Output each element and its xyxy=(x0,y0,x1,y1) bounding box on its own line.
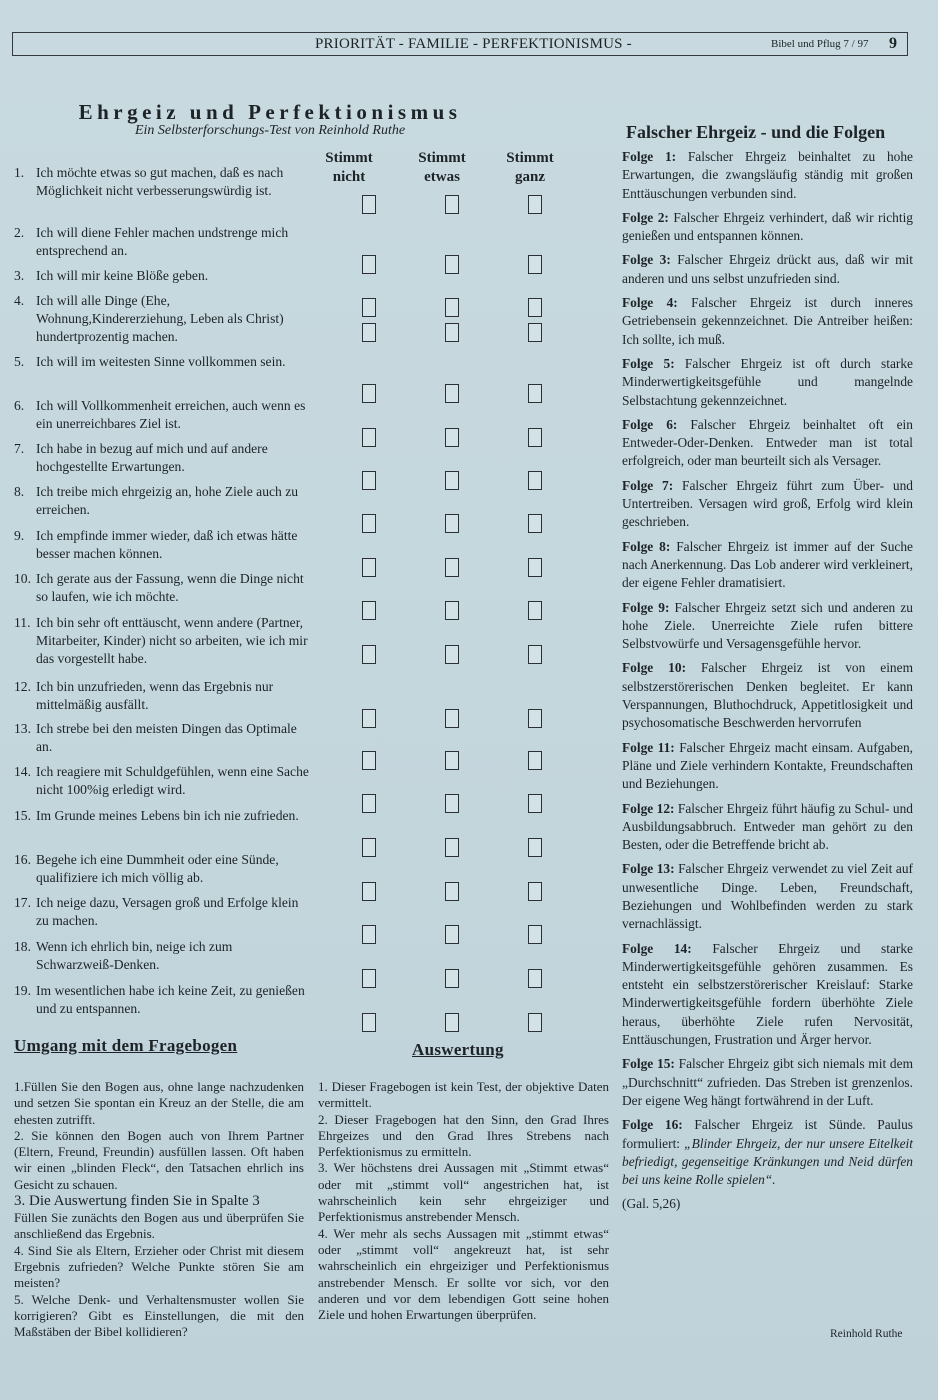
folgen-list xyxy=(622,148,913,1220)
folge-text: Falscher Ehrgeiz ist oft durch starke Minderwertigkeitsgefühle und mangelnde Selbstachtung gekennzeichnet. xyxy=(622,355,913,408)
question-number: 18. xyxy=(14,939,31,954)
question-text: Ich empfinde immer wieder, daß ich etwas hätte besser machen können. xyxy=(36,528,298,561)
question-item xyxy=(14,483,309,519)
question-text: Im Grunde meines Lebens bin ich nie zufrieden. xyxy=(36,808,299,823)
question-number: 15. xyxy=(14,808,31,823)
umgang-item: Füllen Sie zunächts den Bogen aus und überprüfen Sie anschließend das Ergebnis. xyxy=(14,1210,304,1242)
checkbox-stimmt-etwas[interactable] xyxy=(445,558,459,577)
question-number: 8. xyxy=(14,484,25,499)
question-item xyxy=(14,763,309,799)
question-item xyxy=(14,440,309,476)
question-text: Begehe ich eine Dummheit oder eine Sünde, qualifiziere ich mich völlig ab. xyxy=(36,852,279,885)
checkbox-stimmt-nicht[interactable] xyxy=(362,428,376,447)
auswertung-item: 3. Wer höchstens drei Aussagen mit „Stimmt etwas“ oder mit „stimmt voll“ angestrichen hat, ist wahrscheinlich kein sehr ehrgeiziger und Perfektionismus anstrebender Mensch. xyxy=(318,1160,609,1225)
question-item xyxy=(14,938,309,974)
folge-item xyxy=(622,251,913,288)
checkbox-stimmt-etwas[interactable] xyxy=(445,751,459,770)
folge-label: Folge 4: xyxy=(622,295,678,311)
folge-item xyxy=(622,739,913,794)
checkbox-stimmt-nicht[interactable] xyxy=(362,298,376,317)
question-text: Ich will diene Fehler machen undstrenge mich entsprechend an. xyxy=(36,225,289,258)
folge-text: Falscher Ehrgeiz verhindert, daß wir richtig genießen und entspannen können. xyxy=(622,209,913,244)
auswertung-heading: Auswertung xyxy=(412,1040,504,1059)
checkbox-stimmt-ganz[interactable] xyxy=(528,838,542,857)
folge-item xyxy=(622,355,913,410)
folge-text: Falscher Ehrgeiz gibt sich niemals mit dem „Durchschnitt“ zufrieden. Das Streben ist grenzenlos. Der eigene Weg hängt fortwährend in der Luft. xyxy=(622,1056,913,1108)
folge-item xyxy=(622,209,913,246)
checkbox-stimmt-ganz[interactable] xyxy=(528,195,542,214)
checkbox-stimmt-nicht[interactable] xyxy=(362,384,376,403)
question-item xyxy=(14,353,309,371)
umgang-heading: Umgang mit dem Fragebogen xyxy=(14,1036,238,1055)
folge-label: Folge 15: xyxy=(622,1056,675,1072)
question-item xyxy=(14,224,309,260)
checkbox-stimmt-nicht[interactable] xyxy=(362,925,376,944)
checkbox-stimmt-ganz[interactable] xyxy=(528,969,542,988)
checkbox-stimmt-nicht[interactable] xyxy=(362,1013,376,1032)
folge-item xyxy=(622,1116,913,1189)
folge-text: Falscher Ehrgeiz ist immer auf der Suche nach Anerkennung. Das Lob anderer wird verkleinert, der eigene Fehler dramatisiert. xyxy=(622,538,913,591)
checkbox-stimmt-ganz[interactable] xyxy=(528,645,542,664)
article-title: Ehrgeiz und Perfektionismus xyxy=(78,100,462,124)
checkbox-stimmt-etwas[interactable] xyxy=(445,471,459,490)
checkbox-stimmt-nicht[interactable] xyxy=(362,645,376,664)
question-item xyxy=(14,807,309,825)
auswertung-text xyxy=(318,1079,609,1323)
auswertung-item: 4. Wer mehr als sechs Aussagen mit „stimmt etwas“ oder „stimmt voll“ angekreuzt hat, ist sehr wahrscheinlich ein ehrgeiziger und Perfektionismus anstrebender Mensch. Er sollte vor sich, vor den anderen und vor dem lebendigen Gott seine hohen Ziele und hohen Erwartungen überprüfen. xyxy=(318,1225,609,1323)
checkbox-stimmt-nicht[interactable] xyxy=(362,882,376,901)
checkbox-stimmt-ganz[interactable] xyxy=(528,709,542,728)
folge-text: Falscher Ehrgeiz führt häufig zu Schul- und Ausbildungsabbruch. Entweder man gehört zu den Besten, oder die Betreffende bricht ab. xyxy=(622,800,913,853)
column-header-stimmt-etwas: Stimmt etwas xyxy=(418,150,466,185)
question-item xyxy=(14,397,309,433)
folge-text: Falscher Ehrgeiz ist durch inneres Getriebensein gekennzeichnet. Die Antreiber heißen: Ich sollte, ich muß. xyxy=(622,295,913,347)
question-item xyxy=(14,614,309,668)
folge-label: Folge 1: xyxy=(622,149,677,164)
checkbox-stimmt-nicht[interactable] xyxy=(362,601,376,620)
checkbox-stimmt-nicht[interactable] xyxy=(362,514,376,533)
question-item xyxy=(14,164,309,200)
checkbox-stimmt-ganz[interactable] xyxy=(528,601,542,620)
checkbox-stimmt-etwas[interactable] xyxy=(445,794,459,813)
question-number: 6. xyxy=(14,398,25,413)
question-text: Ich neige dazu, Versagen groß und Erfolge klein zu machen. xyxy=(36,895,299,928)
checkbox-stimmt-ganz[interactable] xyxy=(528,1013,542,1032)
question-number: 12. xyxy=(14,679,31,694)
question-number: 5. xyxy=(14,354,25,369)
question-item xyxy=(14,720,309,756)
question-number: 3. xyxy=(14,268,25,283)
checkbox-stimmt-nicht[interactable] xyxy=(362,969,376,988)
folge-label: Folge 9: xyxy=(622,599,670,615)
folge-item xyxy=(622,1055,913,1110)
folge-label: Folge 14: xyxy=(622,940,692,956)
checkbox-stimmt-etwas[interactable] xyxy=(445,882,459,901)
question-text: Ich treibe mich ehrgeizig an, hohe Ziele auch zu erreichen. xyxy=(36,484,299,517)
checkbox-stimmt-nicht[interactable] xyxy=(362,751,376,770)
umgang-text xyxy=(14,1079,304,1340)
checkbox-stimmt-etwas[interactable] xyxy=(445,323,459,342)
folge-label: Folge 13: xyxy=(622,861,675,877)
journal-issue: Bibel und Pflug 7 / 97 xyxy=(771,38,869,50)
question-number: 19. xyxy=(14,983,31,998)
folgen-heading: Falscher Ehrgeiz - und die Folgen xyxy=(626,122,886,142)
question-number: 17. xyxy=(14,895,31,910)
folge-item xyxy=(622,416,913,471)
checkbox-stimmt-etwas[interactable] xyxy=(445,195,459,214)
question-number: 11. xyxy=(14,615,31,630)
checkbox-stimmt-ganz[interactable] xyxy=(528,794,542,813)
question-item xyxy=(14,292,309,346)
question-text: Ich habe in bezug auf mich und auf andere hochgestellte Erwartungen. xyxy=(36,441,268,474)
question-number: 7. xyxy=(14,441,25,456)
question-number: 2. xyxy=(14,225,25,240)
folge-label: Folge 5: xyxy=(622,355,675,371)
checkbox-stimmt-etwas[interactable] xyxy=(445,709,459,728)
folge-label: Folge 7: xyxy=(622,477,674,493)
checkbox-stimmt-ganz[interactable] xyxy=(528,428,542,447)
page-number: 9 xyxy=(889,35,897,52)
checkbox-stimmt-ganz[interactable] xyxy=(528,384,542,403)
checkbox-stimmt-etwas[interactable] xyxy=(445,298,459,317)
checkbox-stimmt-nicht[interactable] xyxy=(362,709,376,728)
checkbox-stimmt-nicht[interactable] xyxy=(362,794,376,813)
question-item xyxy=(14,570,309,606)
page-header xyxy=(12,32,908,56)
folge-text: Falscher Ehrgeiz beinhaltet zu hohe Erwartungen, die zwangsläufig ständig mit großen Enttäuschungen verbunden sind. xyxy=(622,149,913,201)
folge-item xyxy=(622,294,913,349)
folge-label: Folge 11: xyxy=(622,739,675,755)
question-text: Ich will mir keine Blöße geben. xyxy=(36,268,209,283)
checkbox-stimmt-nicht[interactable] xyxy=(362,255,376,274)
column-header-stimmt-ganz: Stimmt ganz xyxy=(506,150,554,185)
folge-item xyxy=(622,599,913,654)
column-header-stimmt-nicht: Stimmt nicht xyxy=(325,150,373,185)
folge-text: Falscher Ehrgeiz beinhaltet oft ein Entweder-Oder-Denken. Entweder man ist total erfolgreich, oder man beurteilt sich als Versager. xyxy=(622,416,913,469)
folge-label: Folge 3: xyxy=(622,252,671,268)
folge-text: Falscher Ehrgeiz und starke Minderwertigkeitsgefühle gehören zusammen. Es entsteht ein selbstzerstörerischer Kreislauf: Starke Minderwertigkeitsgefühle fordern überhöhte Ziele heraus, überhöhte Ziele rufen Nervosität, Enttäuschungen, Frustration und Ärger hervor. xyxy=(622,940,913,1048)
auswertung-item: 1. Dieser Fragebogen ist kein Test, der objektive Daten vermittelt. xyxy=(318,1079,609,1111)
question-text: Ich will im weitesten Sinne vollkommen sein. xyxy=(36,354,286,369)
question-item xyxy=(14,894,309,930)
question-number: 4. xyxy=(14,293,25,308)
question-text: Ich reagiere mit Schuldgefühlen, wenn eine Sache nicht 100%ig erledigt wird. xyxy=(36,764,309,797)
umgang-item: 2. Sie können den Bogen auch von Ihrem Partner (Eltern, Freund, Freundin) ausfüllen lassen. Oft haben wir einen „blinden Fleck“, den Tatsachen ehrlich ins Gesicht zu schauen. xyxy=(14,1127,304,1192)
header-title: PRIORITÄT - FAMILIE - PERFEKTIONISMUS - xyxy=(315,36,632,52)
folge-text: Falscher Ehrgeiz führt zum Über- und Untertreiben. Versagen wird groß, Erfolg wird klein geschrieben. xyxy=(622,477,913,530)
folge-text: Falscher Ehrgeiz drückt aus, daß wir mit anderen und uns selbst unzufrieden sind. xyxy=(622,252,913,286)
question-number: 10. xyxy=(14,571,31,586)
folge-label: Folge 10: xyxy=(622,660,687,676)
checkbox-stimmt-etwas[interactable] xyxy=(445,601,459,620)
umgang-item: 3. Die Auswertung finden Sie in Spalte 3 xyxy=(14,1193,260,1210)
question-text: Ich gerate aus der Fassung, wenn die Dinge nicht so laufen, wie ich möchte. xyxy=(36,571,304,604)
checkbox-stimmt-nicht[interactable] xyxy=(362,838,376,857)
checkbox-stimmt-nicht[interactable] xyxy=(362,195,376,214)
question-number: 13. xyxy=(14,721,31,736)
folge-label: Folge 16: xyxy=(622,1117,683,1133)
checkbox-stimmt-nicht[interactable] xyxy=(362,323,376,342)
question-number: 14. xyxy=(14,764,31,779)
question-text: Im wesentlichen habe ich keine Zeit, zu genießen und zu entspannen. xyxy=(36,983,305,1016)
question-item xyxy=(14,527,309,563)
folge-item xyxy=(622,940,913,1050)
auswertung-item: 2. Dieser Fragebogen hat den Sinn, den Grad Ihres Ehrgeizes und den Grad Ihres Strebens nach Perfektionismus zu ermitteln. xyxy=(318,1111,609,1160)
question-item xyxy=(14,851,309,887)
bible-quote: „Blinder Ehrgeiz, der nur unsere Eitelkeit befriedigt, gegenseitige Kränkungen und Neid dürfen bei uns keine Rolle spielen“. xyxy=(622,1135,913,1188)
article-subtitle: Ein Selbsterforschungs-Test von Reinhold Ruthe xyxy=(134,123,406,138)
author-signature: Reinhold Ruthe xyxy=(830,1328,903,1340)
question-text: Ich will Vollkommenheit erreichen, auch wenn es ein unerreichbares Ziel ist. xyxy=(36,398,306,431)
umgang-item: 5. Welche Denk- und Verhaltensmuster wollen Sie korrigieren? Gibt es Einstellungen, die mit den Maßstäben der Bibel kollidieren? xyxy=(14,1291,304,1340)
checkbox-stimmt-nicht[interactable] xyxy=(362,471,376,490)
folge-item xyxy=(622,659,913,732)
folge-item xyxy=(622,860,913,933)
question-item xyxy=(14,982,309,1018)
question-item xyxy=(14,267,309,285)
folge-item xyxy=(622,148,913,203)
checkbox-stimmt-ganz[interactable] xyxy=(528,255,542,274)
question-text: Ich bin sehr oft enttäuscht, wenn andere (Partner, Mitarbeiter, Kinder) nicht so arbeiten, wie ich mir das vorgestellt habe. xyxy=(36,615,308,666)
umgang-item: 4. Sind Sie als Eltern, Erzieher oder Christ mit diesem Ergebnis zufrieden? Welche Punkte stören Sie am meisten? xyxy=(14,1242,304,1291)
checkbox-stimmt-etwas[interactable] xyxy=(445,514,459,533)
checkbox-stimmt-ganz[interactable] xyxy=(528,323,542,342)
checkbox-stimmt-etwas[interactable] xyxy=(445,384,459,403)
question-text: Wenn ich ehrlich bin, neige ich zum Schwarzweiß-Denken. xyxy=(36,939,233,972)
checkbox-stimmt-ganz[interactable] xyxy=(528,471,542,490)
folge-text: Falscher Ehrgeiz verwendet zu viel Zeit auf unwesentliche Dinge. Leben, Freundschaft, Beziehungen und Wohlbefinden werden zu stark vernachlässigt. xyxy=(622,861,913,932)
folge-text: Falscher Ehrgeiz setzt sich und anderen zu hohe Ziele. Unerreichte Ziele rufen bittere Selbstvowürfe und Versagensgefühle hervor. xyxy=(622,599,913,652)
folge-item xyxy=(622,800,913,855)
umgang-item: 1.Füllen Sie den Bogen aus, ohne lange nachzudenken und setzen Sie spontan ein Kreuz an der Stelle, die am ehesten zutrifft. xyxy=(14,1079,304,1127)
question-item xyxy=(14,678,309,714)
checkbox-stimmt-ganz[interactable] xyxy=(528,751,542,770)
question-text: Ich möchte etwas so gut machen, daß es nach Möglichkeit nicht verbesserungswürdig ist. xyxy=(36,165,284,198)
folge-text: Falscher Ehrgeiz ist Sünde. Paulus formuliert: xyxy=(622,1117,913,1151)
folge-label: Folge 6: xyxy=(622,416,678,432)
folge-label: Folge 2: xyxy=(622,209,669,225)
folge-label: Folge 12: xyxy=(622,800,675,816)
checkbox-stimmt-etwas[interactable] xyxy=(445,925,459,944)
bible-reference: (Gal. 5,26) xyxy=(622,1196,681,1212)
checkbox-stimmt-etwas[interactable] xyxy=(445,1013,459,1032)
checkbox-stimmt-etwas[interactable] xyxy=(445,255,459,274)
folge-item xyxy=(622,538,913,593)
question-number: 16. xyxy=(14,852,31,867)
folge-item xyxy=(622,477,913,532)
checkbox-stimmt-nicht[interactable] xyxy=(362,558,376,577)
question-text: Ich bin unzufrieden, wenn das Ergebnis nur mittelmäßig ausfällt. xyxy=(36,679,274,712)
checkbox-stimmt-etwas[interactable] xyxy=(445,838,459,857)
checkbox-stimmt-ganz[interactable] xyxy=(528,558,542,577)
folge-text: Falscher Ehrgeiz macht einsam. Aufgaben, Pläne und Ziele verhindern Kontakte, Freundschaften und Beziehungen. xyxy=(622,739,913,792)
folge-text: Falscher Ehrgeiz ist von einem selbstzerstörerischen Denken begleitet. Er kann Verspannungen, Bluthochdruck, Appetitlosigkeit und psychosomatische Beschwerden hervorrufen xyxy=(622,660,913,731)
question-text: Ich will alle Dinge (Ehe, Wohnung,Kindererziehung, Leben als Christ) hundertprozentig machen. xyxy=(36,293,284,344)
question-number: 9. xyxy=(14,528,25,543)
checkbox-stimmt-ganz[interactable] xyxy=(528,925,542,944)
question-number: 1. xyxy=(14,165,25,180)
question-text: Ich strebe bei den meisten Dingen das Optimale an. xyxy=(36,721,297,754)
checkbox-stimmt-ganz[interactable] xyxy=(528,514,542,533)
checkbox-stimmt-etwas[interactable] xyxy=(445,645,459,664)
checkbox-stimmt-ganz[interactable] xyxy=(528,882,542,901)
checkbox-stimmt-ganz[interactable] xyxy=(528,298,542,317)
folge-label: Folge 8: xyxy=(622,538,671,554)
checkbox-stimmt-etwas[interactable] xyxy=(445,428,459,447)
checkbox-stimmt-etwas[interactable] xyxy=(445,969,459,988)
